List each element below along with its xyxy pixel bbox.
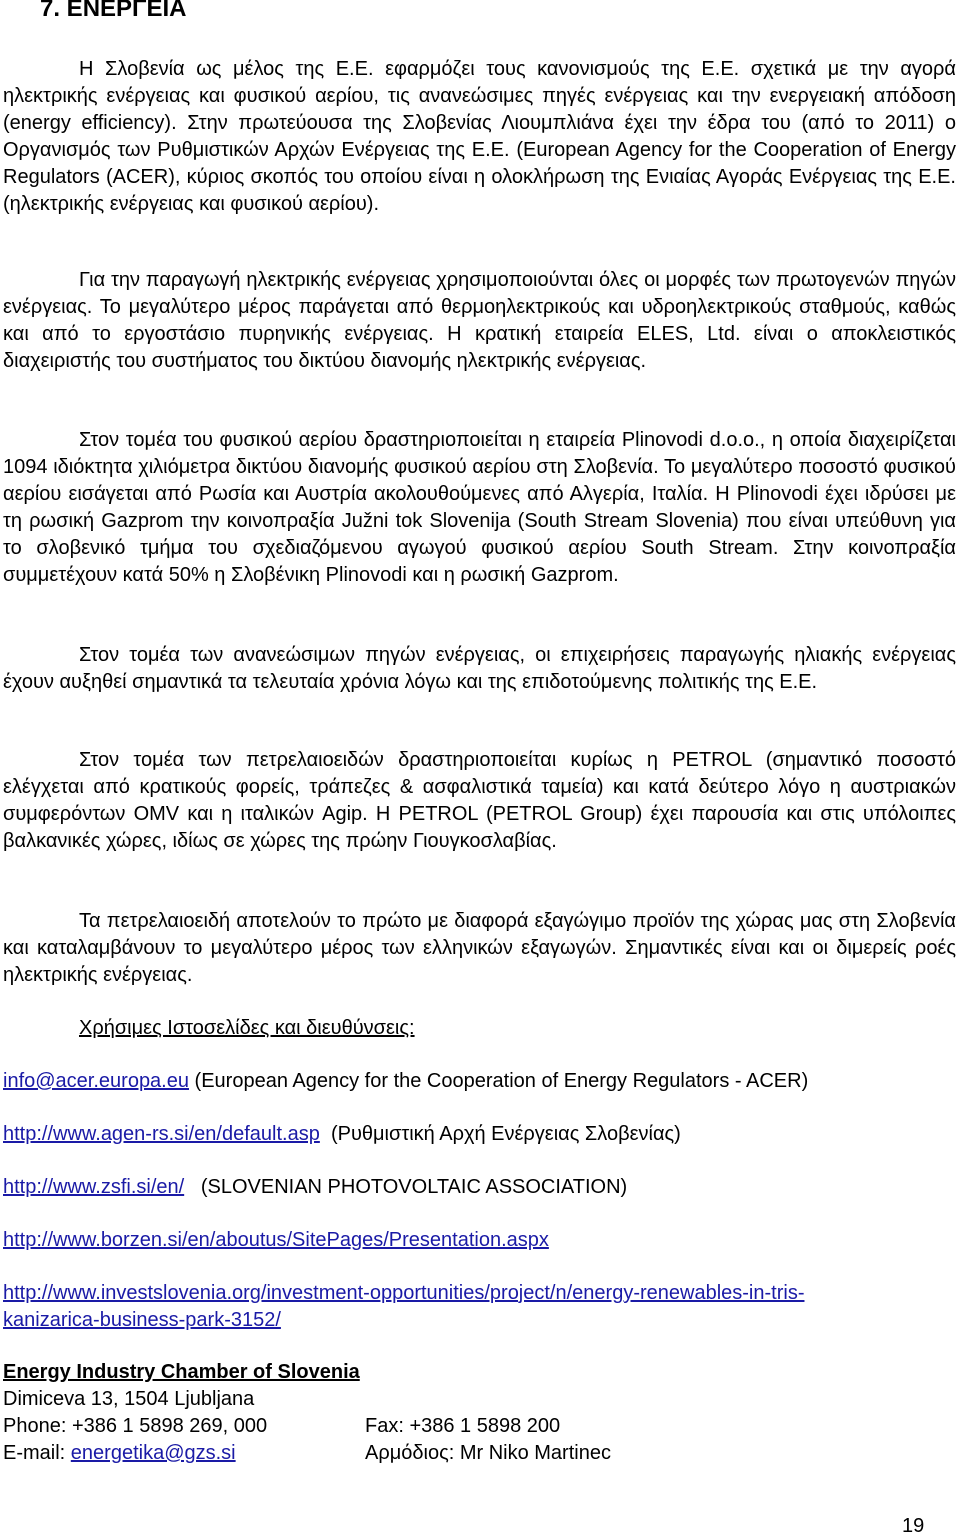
paragraph-renewables: Στον τομέα των ανανεώσιμων πηγών ενέργειας, οι επιχειρήσεις παραγωγής ηλιακής ενέργειας έχουν αυξηθεί σημαντικά τα τελευταία χρόνια λόγω και της επιδοτούμενης πολιτικής της Ε.Ε. [3, 644, 956, 693]
contact-phone-row [3, 1413, 561, 1440]
contact-email-label: E-mail: [3, 1442, 71, 1464]
acer-link-description: (European Agency for the Cooperation of Energy Regulators - ACER) [189, 1070, 809, 1092]
contact-block [3, 1359, 611, 1467]
agen-rs-link-description: (Ρυθμιστική Αρχή Ενέργειας Σλοβενίας) [319, 1123, 681, 1145]
paragraph-electricity-production: Για την παραγωγή ηλεκτρικής ενέργειας χρησιμοποιούνται όλες οι μορφές των πρωτογενών πηγών ενέργειας. Το μεγαλύτερο μέρος παράγεται από θερμοηλεκτρικούς και υδροηλεκτρικούς σταθμούς, καθώς και από το εργοστάσιο πυρηνικής ενέργειας. Η κρατική εταιρεία ELES, Ltd. είναι ο αποκλειστικός διαχειριστής του συστήματος του δικτύου διανομής ηλεκτρικής ενέργειας. [3, 269, 956, 372]
link-line-agen [3, 1121, 956, 1148]
link-line-borzen [3, 1227, 956, 1254]
link-line-acer [3, 1068, 956, 1095]
useful-links-title: Χρήσιμες Ιστοσελίδες και διευθύνσεις: [79, 1017, 415, 1039]
paragraph-natural-gas: Στον τομέα του φυσικού αερίου δραστηριοποιείται η εταιρεία Plinovodi d.o.o., η οποία διαχειρίζεται 1094 ιδιόκτητα χιλιόμετρα δικτύου διανομής φυσικού αερίου στη Σλοβενία. Το μεγαλύτερο ποσοστό φυσικού αερίου εισάγεται από Ρωσία και Αυστρία ακολουθούμενες από Αλγερία, Ιταλία. Η Plinovodi έχει ιδρύσει με τη ρωσική Gazprom την κοινοπραξία Južni tok Slovenija (South Stream Slovenia) που είναι υπεύθυνη για το σλοβενικό τμήμα του σχεδιαζόμενου αγωγού φυσικού αερίου South Stream. Στην κοινοπραξία συμμετέχουν κατά 50% η Σλοβένικη Plinovodi και η ρωσική Gazprom. [3, 429, 956, 586]
agen-rs-link[interactable]: http://www.agen-rs.si/en/default.asp [3, 1123, 320, 1145]
paragraph-petroleum: Στον τομέα των πετρελαιοειδών δραστηριοποιείται κυρίως η PETROL (σημαντικό ποσοστό ελέγχεται από κρατικούς φορείς, τράπεζες & ασφαλιστικά ταμεία) και κατά δεύτερο λόγο η αυστριακών συμφερόντων OMV και η ιταλικών Agip. Η PETROL (PETROL Group) έχει παρουσία και στις υπόλοιπες βαλκανικές χώρες, ιδίως σε χώρες της πρώην Γιουγκοσλαβίας. [3, 749, 956, 852]
paragraph-eu-regulations: Η Σλοβενία ως μέλος της Ε.Ε. εφαρμόζει τους κανονισμούς της Ε.Ε. σχετικά με την αγορά ηλεκτρικής ενέργειας και φυσικού αερίου, τις ανανεώσιμες πηγές ενέργειας και την ενεργειακή απόδοση (energy efficiency). Στην πρωτεύουσα της Σλοβενίας Λιουμπλιάνα έχει την έδρα του (από το 2011) ο Οργανισμός των Ρυθμιστικών Αρχών Ενέργειας της Ε.Ε. (European Agency for the Cooperation of Energy Regulators (ACER), κύριος σκοπός του οποίου είναι η ολοκλήρωση της Ενιαίας Αγοράς Ενέργειας της Ε.Ε. (ηλεκτρικής ενέργειας και φυσικού αερίου). [3, 58, 956, 215]
page-number: 19 [902, 1515, 925, 1537]
link-line-investslovenia [3, 1280, 956, 1334]
contact-fax: Fax: +386 1 5898 200 [365, 1415, 561, 1437]
contact-phone: Phone: +386 1 5898 269, 000 [3, 1415, 268, 1437]
investslovenia-link-part1[interactable]: http://www.investslovenia.org/investment-opportunities/project/n/energy-renewables-in-tris- [3, 1282, 805, 1304]
investslovenia-link-part2[interactable]: kanizarica-business-park-3152/ [3, 1309, 281, 1331]
zsfi-link[interactable]: http://www.zsfi.si/en/ [3, 1176, 185, 1198]
borzen-link[interactable]: http://www.borzen.si/en/aboutus/SitePages/Presentation.aspx [3, 1229, 549, 1251]
section-heading: 7. ΕΝΕΡΓΕΙΑ [40, 0, 187, 22]
paragraph-exports: Τα πετρελαιοειδή αποτελούν το πρώτο με διαφορά εξαγώγιμο προϊόν της χώρας μας στη Σλοβενία και καταλαμβάνουν το μεγαλύτερο μέρος των ελληνικών εξαγωγών. Σημαντικές είναι και οι διμερείς ροές ηλεκτρικής ενέργειας. [3, 910, 956, 986]
acer-email-link[interactable]: info@acer.europa.eu [3, 1070, 189, 1092]
contact-address: Dimiceva 13, 1504 Ljubljana [3, 1388, 255, 1410]
contact-organization: Energy Industry Chamber of Slovenia [3, 1361, 360, 1383]
zsfi-link-description: (SLOVENIAN PHOTOVOLTAIC ASSOCIATION) [184, 1176, 628, 1198]
contact-email-row [3, 1440, 611, 1467]
link-line-zsfi [3, 1174, 956, 1201]
contact-person: Αρμόδιος: Mr Niko Martinec [365, 1442, 611, 1464]
contact-email-link[interactable]: energetika@gzs.si [70, 1442, 236, 1464]
